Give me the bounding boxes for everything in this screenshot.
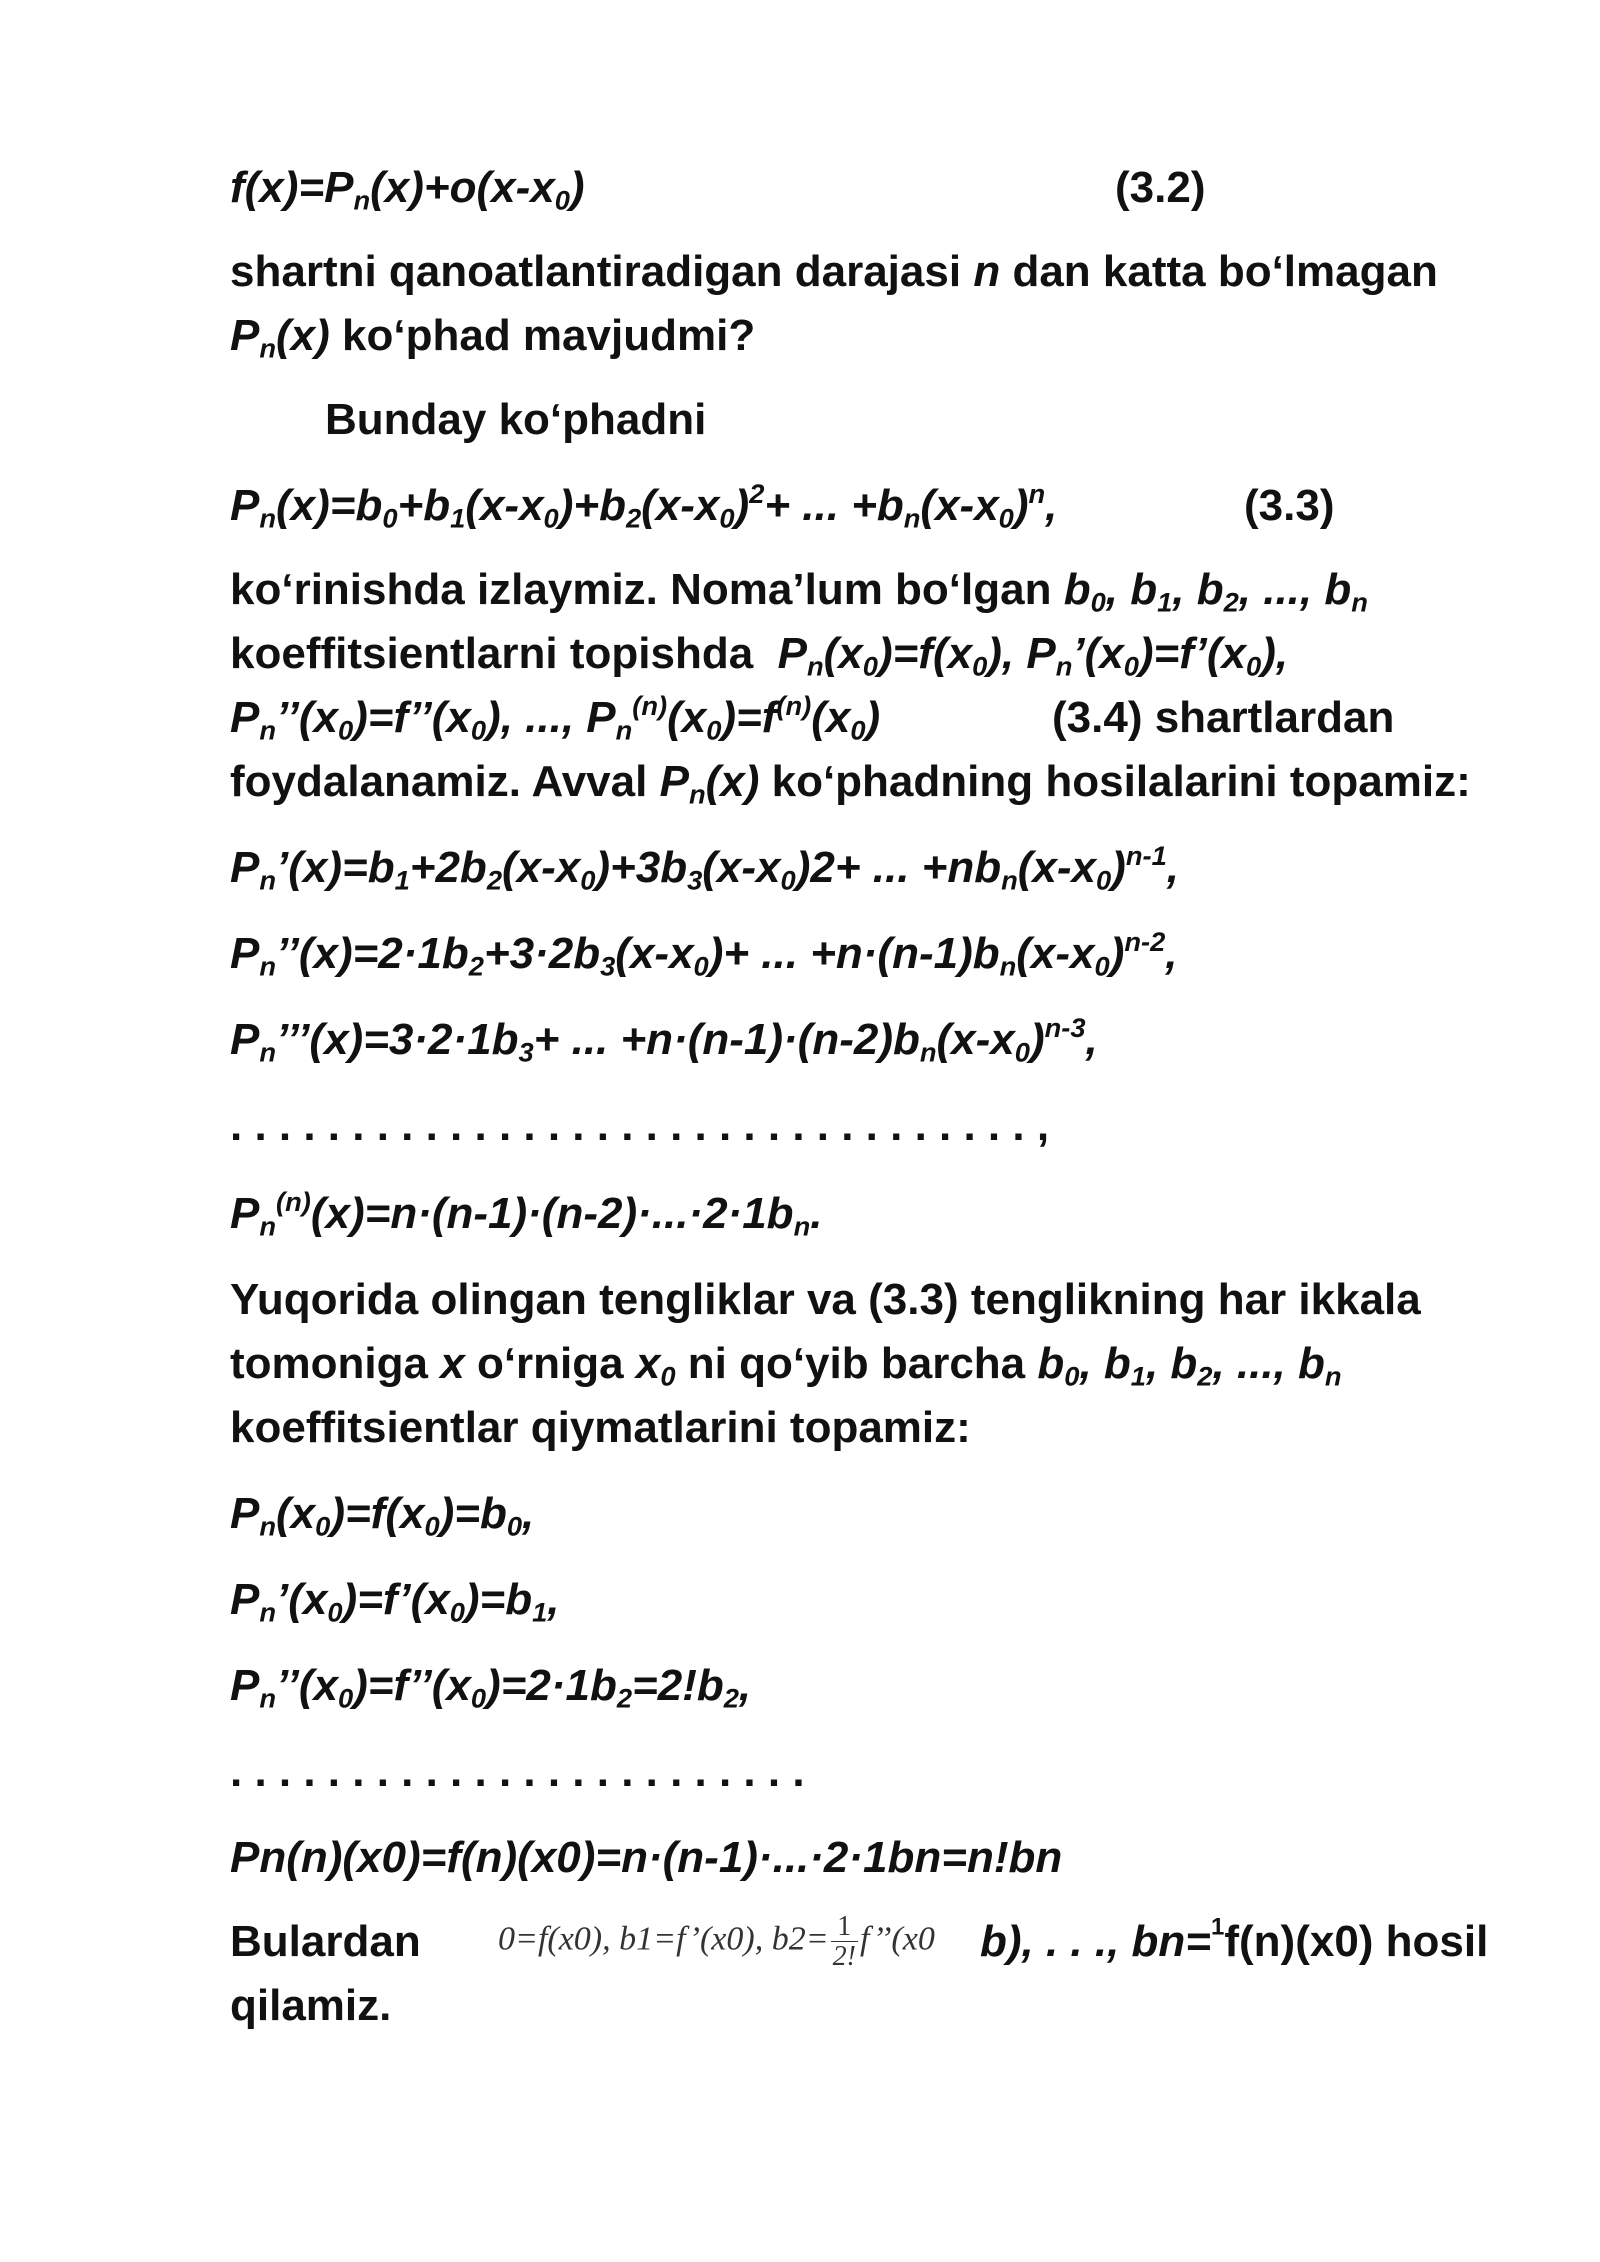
- paragraph-line: foydalanamiz. Avval $P_n(x)$ ko‘phadning hosilalarini topamiz:: [230, 757, 1471, 810]
- paragraph-line: Yuqorida olingan tengliklar va (3.3) tenglikning har ikkala: [230, 1275, 1421, 1324]
- equation-b1: $P_n’(x_0)=f’(x_0)=b_1$,: [230, 1575, 560, 1628]
- paragraph-line: Bunday ko‘phadni: [325, 395, 707, 444]
- paragraph-line: ko‘rinishda izlaymiz. Noma’lum bo‘lgan $b_0$, $b_1$, $b_2$, ..., $b_n$: [230, 565, 1368, 618]
- fraction-one-half-factorial: $\frac{1}{2!}$: [832, 1911, 856, 1973]
- ellipsis-row: . . . . . . . . . . . . . . . . . . . . . . . .: [230, 1747, 805, 1796]
- equation-tag-3-4: (3.4) shartlardan: [1052, 693, 1395, 742]
- paragraph-line: koeffitsientlarni topishda $P_n(x_0)=f(x_0)$, $P_n’(x_0)=f’(x_0)$,: [230, 629, 1289, 682]
- equation-tag-3-3: (3.3): [1244, 481, 1335, 530]
- paragraph-line: koeffitsientlar qiymatlarini topamiz:: [230, 1403, 971, 1452]
- equation-third-derivative: $P_n’’’(x)=3\cdot 2\cdot 1b_3+$ ... $+n\cdot(n-1)\cdot(n-2)b_n(x-x_0)^{n-3}$,: [230, 1012, 1098, 1068]
- ellipsis-row: . . . . . . . . . . . . . . . . . . . . . . . . . . . . . . . . . ,: [230, 1101, 1050, 1150]
- paragraph-line: b), . . ., bn=$^1$f(n)(x0) hosil: [980, 1913, 1489, 1966]
- equation-tag-3-2: (3.2): [1115, 163, 1206, 212]
- equation-3-2: $f(x)=P_n(x)+o(x-x_0)$: [230, 163, 585, 216]
- paragraph-line: shartni qanoatlantiradigan darajasi n dan katta bo‘lmagan: [230, 247, 1438, 296]
- equation-nth-derivative: $P_n^{(n)}(x)=n\cdot(n-1)\cdot(n-2)\cdot...\cdot 2\cdot 1b_n$.: [230, 1186, 823, 1242]
- formula-image-snippet: 0=f(x0), b1=f’(x0), b2= $\frac{1}{2!}$ f’’(x0: [498, 1911, 935, 1973]
- equation-bn: Pn(n)(x0)=f(n)(x0)=n·(n-1)·...·2·1bn=n!bn: [230, 1833, 1063, 1882]
- equation-first-derivative: $P_n’(x)=b_1+2b_2(x-x_0)+3b_3(x-x_0)2+$ ... $+nb_n(x-x_0)^{n-1}$,: [230, 840, 1179, 896]
- equation-b2: $P_n’’(x_0)=f’’(x_0)=2\cdot 1b_2=2!b_2$,: [230, 1661, 752, 1714]
- paragraph-line: tomoniga x o‘rniga $x_0$ ni qo‘yib barcha $b_0$, $b_1$, $b_2$, ..., $b_n$: [230, 1339, 1342, 1392]
- equation-3-3: $P_n(x)=b_0+b_1(x-x_0)+b_2(x-x_0)^2+$ ... $+b_n(x-x_0)^n$,: [230, 478, 1058, 534]
- paragraph-line: $P_n(x)$ ko‘phad mavjudmi?: [230, 311, 756, 364]
- equation-conditions: $P_n’’(x_0)=f’’(x_0)$, ..., $P_n^{(n)}(x_0)=f^{(n)}(x_0)$: [230, 690, 881, 746]
- paragraph-line: qilamiz.: [230, 1981, 392, 2030]
- equation-second-derivative: $P_n’’(x)=2\cdot 1b_2+3\cdot 2b_3(x-x_0)+$ ... $+n\cdot(n-1)b_n(x-x_0)^{n-2}$,: [230, 926, 1178, 982]
- equation-b0: $P_n(x_0)=f(x_0)=b_0$,: [230, 1489, 535, 1542]
- paragraph-line: Bulardan: [230, 1917, 421, 1966]
